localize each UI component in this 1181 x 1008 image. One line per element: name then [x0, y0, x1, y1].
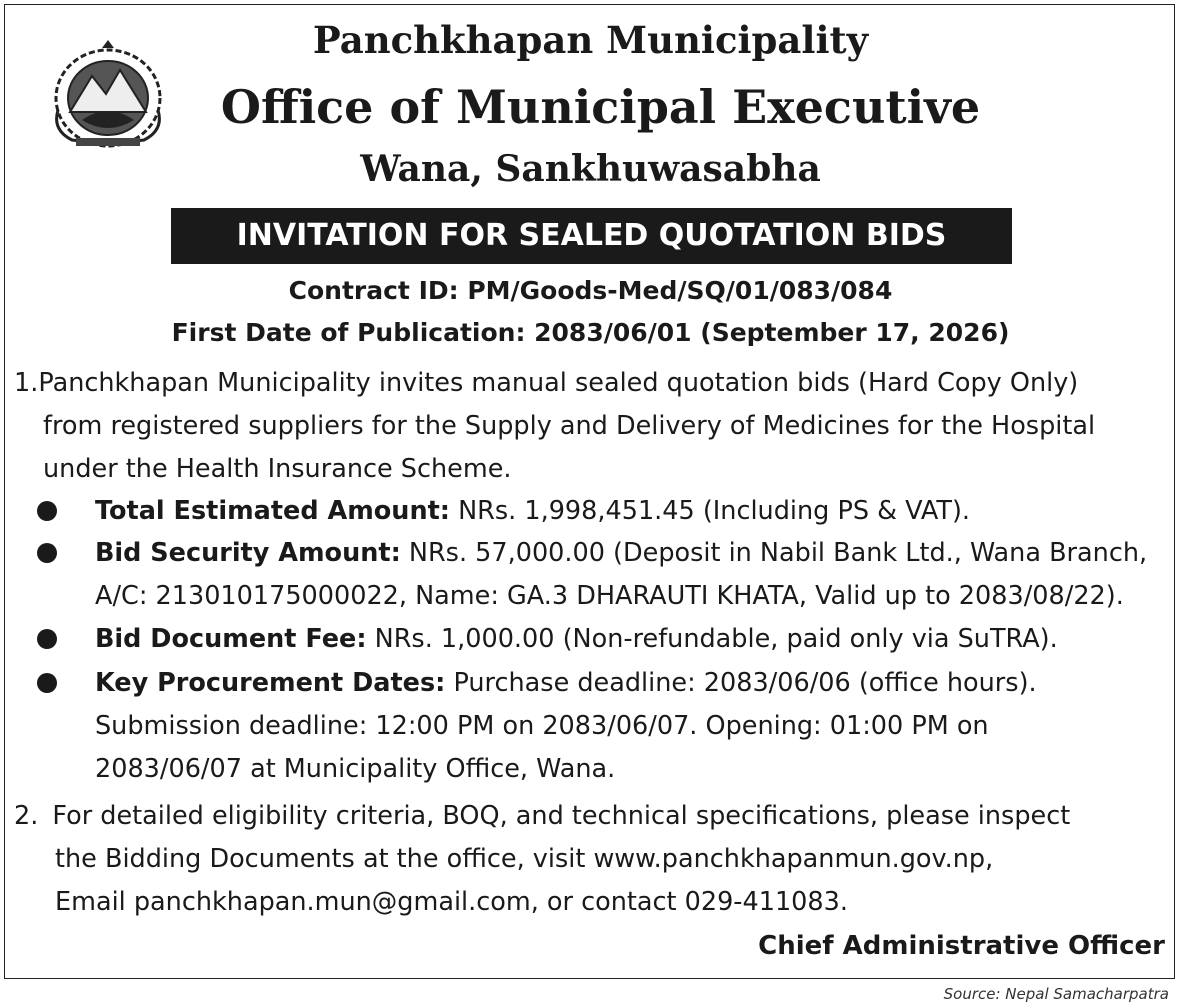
signatory-title: Chief Administrative Officer [758, 931, 1165, 961]
paragraph-line: Email panchkhapan.mun@gmail.com, or contact 029-411083. [55, 887, 848, 917]
bullet-dot [37, 543, 57, 563]
bullet-text: A/C: 213010175000022, Name: GA.3 DHARAUTI KHATA, Valid up to 2083/08/22). [95, 581, 1124, 611]
bullet-label: Key Procurement Dates: [95, 668, 446, 698]
bullet-item-procurement-dates [95, 662, 1037, 791]
municipality-name: Panchkhapan Municipality [312, 18, 869, 62]
paragraph-line: the Bidding Documents at the office, visit www.panchkhapanmun.gov.np, [55, 844, 994, 874]
bullet-text: Submission deadline: 12:00 PM on 2083/06/07. Opening: 01:00 PM on [95, 711, 989, 741]
paragraph-2 [14, 795, 1070, 924]
contract-id: Contract ID: PM/Goods-Med/SQ/01/083/084 [288, 276, 893, 305]
publication-date: First Date of Publication: 2083/06/01 (September 17, 2026) [171, 318, 1010, 347]
bullet-dot [37, 629, 57, 649]
bullet-text: 2083/06/07 at Municipality Office, Wana. [95, 754, 616, 784]
bullet-label: Bid Security Amount: [95, 538, 401, 568]
bullet-text: NRs. 1,000.00 (Non-refundable, paid only via SuTRA). [374, 624, 1058, 654]
bullet-item-bid-security [95, 532, 1147, 618]
source-credit: Source: Nepal Samacharpatra [943, 985, 1169, 1003]
bullet-text: NRs. 57,000.00 (Deposit in Nabil Bank Ltd., Wana Branch, [408, 538, 1148, 568]
paragraph-number: 2. [14, 801, 39, 831]
bullet-text: NRs. 1,998,451.45 (Including PS & VAT). [458, 496, 971, 526]
bullet-label: Bid Document Fee: [95, 624, 367, 654]
bullet-label: Total Estimated Amount: [95, 496, 450, 526]
bullet-item-document-fee [95, 618, 1058, 661]
bullet-item-estimated-amount [95, 490, 970, 533]
paragraph-line: Panchkhapan Municipality invites manual sealed quotation bids (Hard Copy Only) [38, 368, 1079, 398]
paragraph-line: For detailed eligibility criteria, BOQ, and technical specifications, please inspect [52, 801, 1071, 831]
office-location: Wana, Sankhuwasabha [360, 148, 821, 190]
bullet-dot [37, 501, 57, 521]
bullet-dot [37, 673, 57, 693]
notice-title-banner: INVITATION FOR SEALED QUOTATION BIDS [171, 208, 1012, 264]
paragraph-1 [14, 362, 1095, 491]
paragraph-line: from registered suppliers for the Supply and Delivery of Medicines for the Hospital [43, 411, 1096, 441]
bullet-text: Purchase deadline: 2083/06/06 (office hours). [453, 668, 1037, 698]
paragraph-line: under the Health Insurance Scheme. [43, 454, 512, 484]
paragraph-number: 1. [14, 368, 39, 398]
office-name: Office of Municipal Executive [220, 80, 981, 134]
